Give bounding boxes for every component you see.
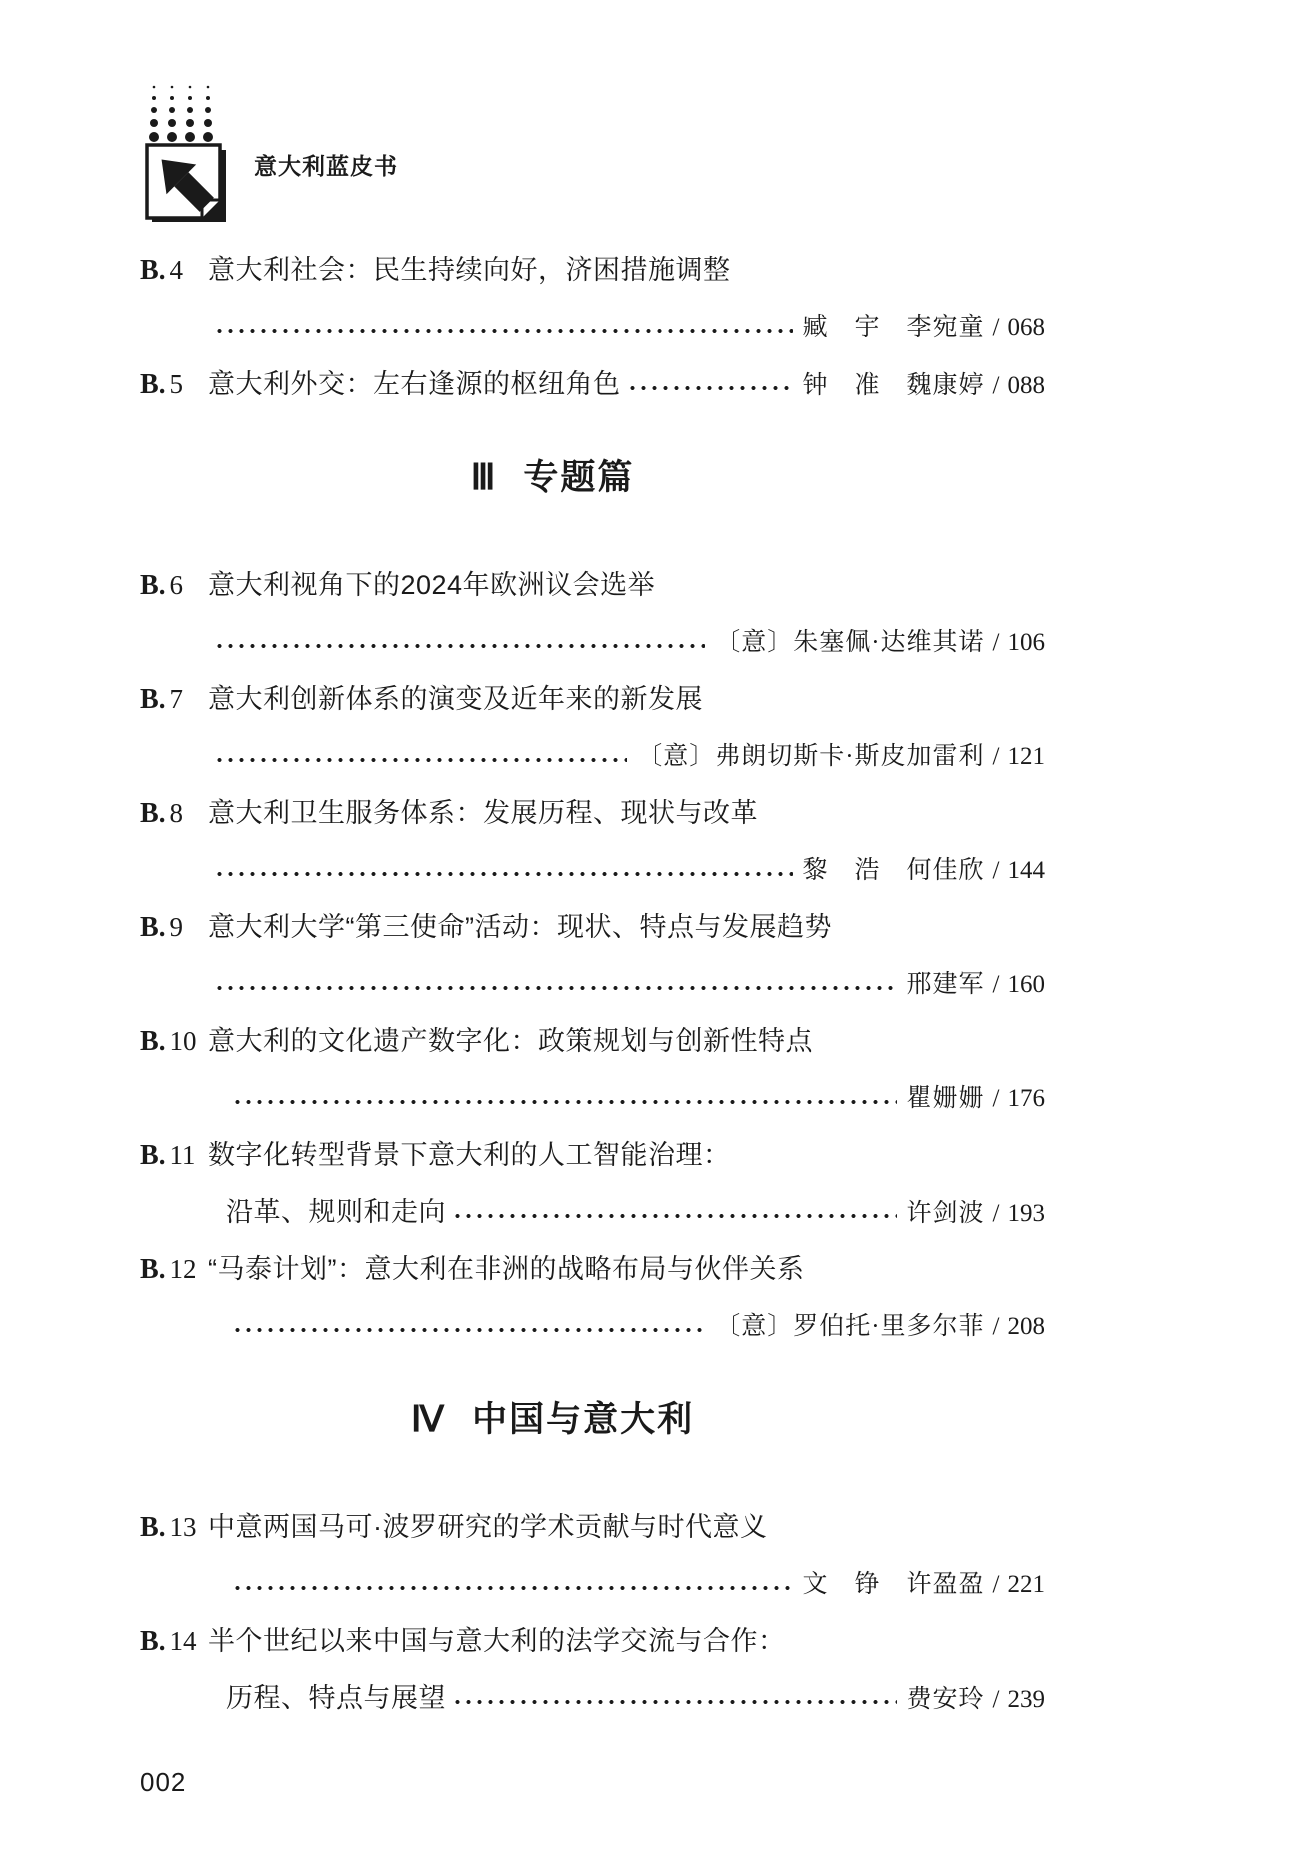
entry-label-dot: . [158, 255, 166, 285]
entry-label-letter: B [140, 1140, 159, 1171]
entry-label [140, 671, 208, 728]
entry-authors: 邢建军 [906, 971, 985, 998]
entry-label-dot: . [158, 1626, 166, 1656]
entry-label-letter: B [140, 570, 159, 601]
leader-dots [232, 1097, 897, 1107]
page-separator: / [992, 857, 1000, 884]
entry-authors: 费安玲 [906, 1686, 985, 1713]
entry-title-line [140, 1013, 1045, 1070]
entry-label [140, 242, 208, 299]
entry-authors: 〔意〕朱塞佩·达维其诺 [715, 629, 985, 656]
page-separator: / [992, 314, 1000, 341]
section-title: 专题篇 [523, 458, 635, 497]
leader-dots [627, 383, 793, 393]
entry-title: 意大利卫生服务体系：发展历程、现状与改革 [208, 798, 758, 828]
toc-entry [140, 1499, 1045, 1613]
entry-title: “马泰计划”：意大利在非洲的战略布局与伙伴关系 [208, 1254, 805, 1284]
entry-label-dot: . [158, 1254, 166, 1284]
entry-continuation-line [140, 1070, 1045, 1127]
entry-label-dot: . [158, 369, 166, 399]
entry-label-dot: . [158, 912, 166, 942]
entry-page: 221 [1007, 1571, 1045, 1598]
entry-title-line [140, 1127, 1045, 1184]
entry-title: 意大利外交：左右逢源的枢纽角色 [208, 369, 621, 399]
page-separator: / [992, 372, 1000, 399]
page-separator: / [992, 1571, 1000, 1598]
book-series-title: 意大利蓝皮书 [254, 153, 398, 179]
leader-dots [232, 1325, 705, 1335]
entry-label [140, 1613, 208, 1670]
page-separator: / [992, 1313, 1000, 1340]
entry-title: 数字化转型背景下意大利的人工智能治理： [208, 1140, 731, 1170]
entry-title-line [140, 557, 1045, 614]
entry-label-number: 13 [169, 1512, 197, 1542]
toc-entry [140, 785, 1045, 899]
toc-entry [140, 356, 1045, 413]
entry-label-number: 6 [169, 570, 183, 600]
entry-title: 意大利视角下的2024年欧洲议会选举 [208, 570, 656, 600]
page-separator: / [992, 1200, 1000, 1227]
entry-title-line [140, 1499, 1045, 1556]
entry-continuation-line [140, 299, 1045, 356]
entry-label-letter: B [140, 255, 159, 286]
entry-label [140, 356, 208, 413]
leader-dots [214, 326, 793, 336]
page-separator: / [992, 1686, 1000, 1713]
entry-label-letter: B [140, 1512, 159, 1543]
entry-authors: 〔意〕弗朗切斯卡·斯皮加雷利 [637, 743, 985, 770]
book-brand-header [140, 82, 1045, 224]
entry-page: 144 [1007, 857, 1045, 884]
entry-label [140, 899, 208, 956]
toc-entry [140, 242, 1045, 356]
entry-title-line [140, 785, 1045, 842]
entry-label-number: 9 [169, 912, 183, 942]
entry-title-line [140, 671, 1045, 728]
entry-title: 中意两国马可·波罗研究的学术贡献与时代意义 [208, 1512, 768, 1542]
section-numeral: Ⅲ [470, 457, 498, 497]
entry-label-number: 4 [169, 255, 183, 285]
leader-dots [214, 869, 793, 879]
entry-continuation-line [140, 956, 1045, 1013]
entry-label [140, 1241, 208, 1298]
leader-dots [232, 1583, 793, 1593]
entry-title-second: 沿革、规则和走向 [226, 1197, 446, 1227]
entry-label-dot: . [158, 798, 166, 828]
leader-dots [214, 983, 897, 993]
entry-authors: 许剑波 [906, 1200, 985, 1227]
entry-title: 半个世纪以来中国与意大利的法学交流与合作： [208, 1626, 786, 1656]
entry-title: 意大利创新体系的演变及近年来的新发展 [208, 684, 703, 714]
entry-label-number: 8 [169, 798, 183, 828]
entry-label-letter: B [140, 369, 159, 400]
entry-authors: 钟 准 魏康婷 [802, 372, 985, 399]
entry-authors: 瞿姗姗 [906, 1085, 985, 1112]
entry-title: 意大利大学“第三使命”活动：现状、特点与发展趋势 [208, 912, 832, 942]
entry-label-dot: . [158, 684, 166, 714]
entry-continuation-line [140, 1184, 1045, 1241]
entry-label-number: 11 [169, 1140, 196, 1170]
section-numeral: Ⅳ [410, 1399, 447, 1439]
page-separator: / [992, 743, 1000, 770]
page-separator: / [992, 1085, 1000, 1112]
entry-page: 088 [1007, 372, 1045, 399]
toc-entry [140, 1127, 1045, 1241]
toc-entry [140, 1013, 1045, 1127]
entry-label-number: 14 [169, 1626, 197, 1656]
entry-label [140, 557, 208, 614]
dot-grid-icon [149, 86, 213, 142]
entry-label-letter: B [140, 1254, 159, 1285]
entry-label [140, 785, 208, 842]
toc-entry [140, 899, 1045, 1013]
section-heading [140, 453, 965, 501]
entry-label-dot: . [158, 1140, 166, 1170]
entry-continuation-line [140, 1556, 1045, 1613]
entry-label-letter: B [140, 684, 159, 715]
entry-label-number: 10 [169, 1026, 197, 1056]
entry-label-number: 7 [169, 684, 183, 714]
entry-continuation-line [140, 728, 1045, 785]
entry-label-letter: B [140, 1026, 159, 1057]
entry-page: 208 [1007, 1313, 1045, 1340]
entry-continuation-line [140, 1670, 1045, 1727]
entry-label-dot: . [158, 1026, 166, 1056]
entry-title-line [140, 899, 1045, 956]
entry-page: 106 [1007, 629, 1045, 656]
entry-title: 意大利社会：民生持续向好，济困措施调整 [208, 255, 731, 285]
entry-authors: 文 铮 许盈盈 [802, 1571, 985, 1598]
entry-label-number: 5 [169, 369, 183, 399]
entry-label-dot: . [158, 570, 166, 600]
entry-label-letter: B [140, 912, 159, 943]
entry-authors: 黎 浩 何佳欣 [802, 857, 985, 884]
entry-page: 068 [1007, 314, 1045, 341]
entry-title-second: 历程、特点与展望 [226, 1683, 446, 1713]
entry-page: 176 [1007, 1085, 1045, 1112]
entry-label [140, 1127, 208, 1184]
leader-dots [214, 755, 627, 765]
entry-label-dot: . [158, 1512, 166, 1542]
entry-label [140, 1499, 208, 1556]
page-number: 002 [140, 1767, 187, 1797]
leader-dots [452, 1697, 897, 1707]
entry-continuation-line [140, 1298, 1045, 1355]
entry-page: 239 [1007, 1686, 1045, 1713]
entry-label-letter: B [140, 798, 159, 829]
toc-entry [140, 671, 1045, 785]
entry-label-letter: B [140, 1626, 159, 1657]
entry-authors: 臧 宇 李宛童 [802, 314, 985, 341]
entry-authors: 〔意〕罗伯托·里多尔菲 [715, 1313, 985, 1340]
entry-title-line [140, 1241, 1045, 1298]
toc-entry [140, 1241, 1045, 1355]
section-title: 中国与意大利 [472, 1400, 695, 1439]
entry-page: 121 [1007, 743, 1045, 770]
toc-entry [140, 557, 1045, 671]
page-separator: / [992, 971, 1000, 998]
entry-title: 意大利的文化遗产数字化：政策规划与创新性特点 [208, 1026, 813, 1056]
entry-page: 193 [1007, 1200, 1045, 1227]
entry-title-line [140, 356, 1045, 413]
entry-title-line [140, 1613, 1045, 1670]
entry-page: 160 [1007, 971, 1045, 998]
entry-title-line [140, 242, 1045, 299]
document-arrow-up-left-icon [140, 82, 240, 224]
table-of-contents [140, 242, 1045, 1727]
entry-label [140, 1013, 208, 1070]
entry-label-number: 12 [169, 1254, 197, 1284]
page-separator: / [992, 629, 1000, 656]
section-heading [140, 1395, 965, 1443]
entry-continuation-line [140, 614, 1045, 671]
leader-dots [214, 641, 705, 651]
entry-continuation-line [140, 842, 1045, 899]
toc-entry [140, 1613, 1045, 1727]
leader-dots [452, 1211, 897, 1221]
